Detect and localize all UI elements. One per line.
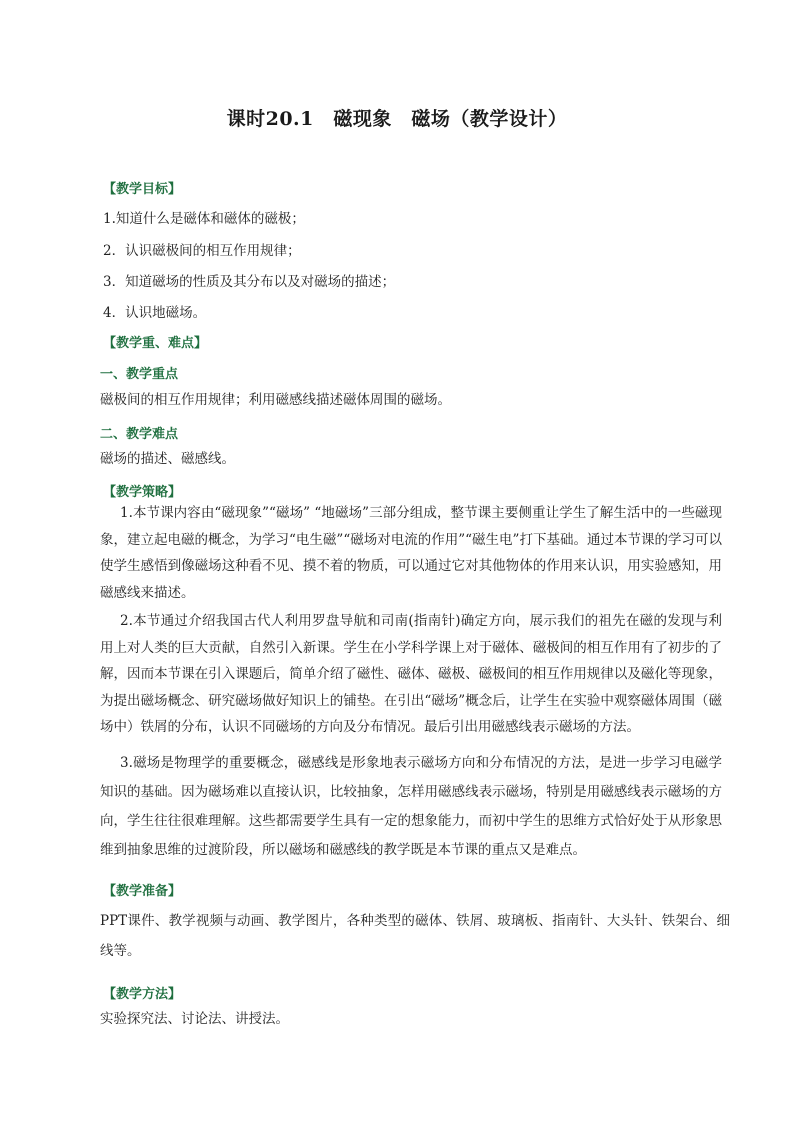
difficult-point-text: 磁场的描述、磁感线。: [100, 451, 235, 467]
preparation-text: [100, 906, 730, 966]
methods-text: 实验探究法、讨论法、讲授法。: [100, 1011, 289, 1027]
difficult-point-label: 二、教学难点: [100, 427, 179, 442]
strategy-paragraph: 1.本节课内容由“磁现象”“磁场” “地磁场”三部分组成，整节课主要侧重让学生了解生活中的一些磁现象，建立起电磁的概念，为学习“电生磁”“磁场对电流的作用”“磁生电”打下基础。通过本节课的学习可以使学生感悟到像磁场这种看不见、摸不着的物质，可以通过它对其他物体的作用来认识，用实验感知，用磁感线来描述。: [100, 505, 722, 601]
strategy-paragraph: 2.本节通过介绍我国古代人利用罗盘导航和司南(指南针)确定方向，展示我们的祖先在磁的发现与利用上对人类的巨大贡献，自然引入新课。学生在小学科学课上对于磁体、磁极间的相互作用有了初步的了解，因而本节课在引入课题后，简单介绍了磁性、磁体、磁极、磁极间的相互作用规律以及磁化等现象，为提出磁场概念、研究磁场做好知识上的铺垫。在引出“磁场”概念后，让学生在实验中观察磁体周围（磁场中）铁屑的分布，认识不同磁场的方向及分布情况。最后引出用磁感线表示磁场的方法。: [100, 613, 722, 735]
objective-item: 2．认识磁极间的相互作用规律；: [103, 243, 301, 259]
objective-item: 3．知道磁场的性质及其分布以及对磁场的描述；: [103, 274, 396, 290]
methods-heading: 【教学方法】: [103, 987, 182, 1002]
objective-item: 1.知道什么是磁体和磁体的磁极；: [103, 211, 305, 227]
strategy-paragraph: 3.磁场是物理学的重要概念，磁感线是形象地表示磁场方向和分布情况的方法，是进一步学习电磁学知识的基础。因为磁场难以直接认识，比较抽象，怎样用磁感线表示磁场，特别是用磁感线表示磁场的方向，学生往往很难理解。这些都需要学生具有一定的想象能力，而初中学生的思维方式恰好处于从形象思维到抽象思维的过渡阶段，所以磁场和磁感线的教学既是本节课的重点又是难点。: [100, 755, 722, 858]
preparation-heading: 【教学准备】: [103, 884, 182, 899]
strategy-heading: 【教学策略】: [103, 485, 182, 500]
key-points-heading: 【教学重、难点】: [103, 336, 208, 351]
objectives-heading: 【教学目标】: [103, 182, 182, 197]
preparation-text-content: PPT课件、教学视频与动画、教学图片，各种类型的磁体、铁屑、玻璃板、指南针、大头针、铁架台、细线等。: [100, 913, 730, 959]
objective-item: 4．认识地磁场。: [103, 305, 207, 321]
page-title: 课时20.1 磁现象 磁场（教学设计）: [226, 108, 568, 130]
key-point-text: 磁极间的相互作用规律；利用磁感线描述磁体周围的磁场。: [100, 392, 451, 408]
key-point-label: 一、教学重点: [100, 367, 179, 382]
